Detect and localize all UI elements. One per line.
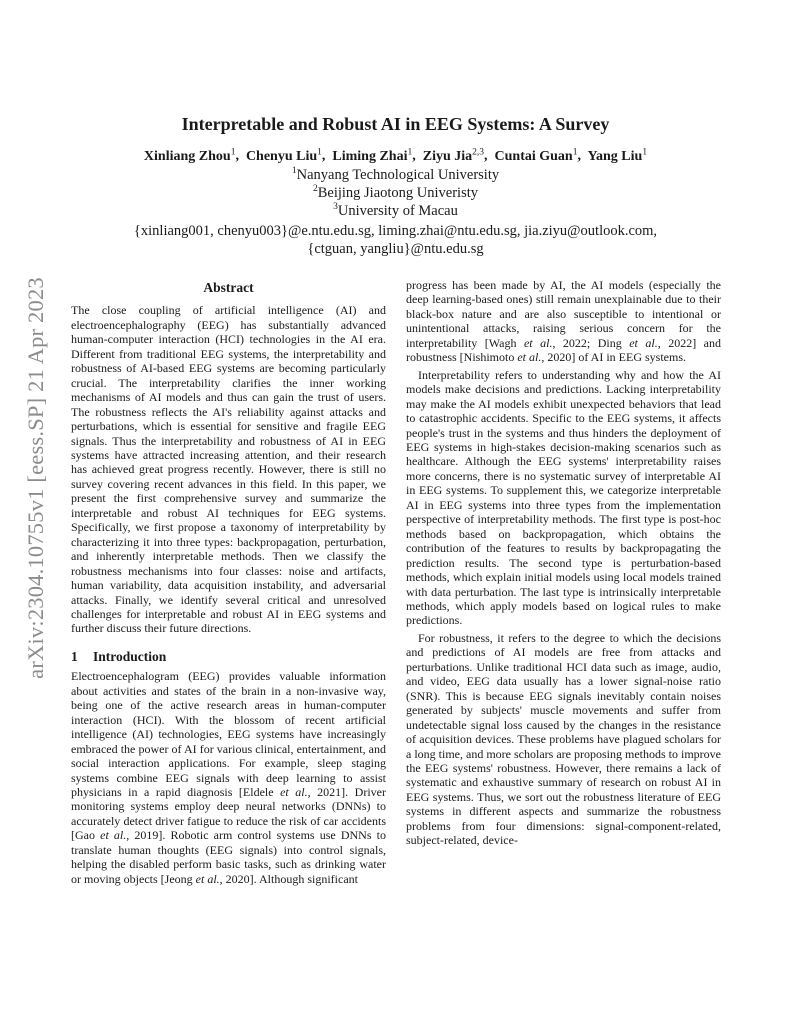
author-4: Ziyu Jia$^{2,3}$ — [422, 147, 485, 164]
affiliation-3: $^3$University of Macau — [333, 202, 458, 219]
section-number: 1 — [71, 648, 78, 664]
author-1: Xinliang Zhou$^1$ — [143, 147, 236, 164]
arxiv-id: arXiv:2304.10755v1 [eess.SP] 21 Apr 2023 — [23, 277, 48, 679]
author-list: Xinliang Zhou$^1$, Chenyu Liu$^1$, Liming Zhai$^1$, Ziyu Jia$^{2,3}$, Cuntai Guan$^1$, Yang Liu$^1$ — [143, 147, 648, 164]
intro-paragraph-1-right: progress has been made by AI, the AI models (especially the deep learning-based ones) still remain unexplainable due to their black-box nature and are also susceptible to intentional or unintentional attacks, raising serious concern for the interpretability [Wagh et al., 2022; Ding et al., 2022] and robustness [Nishimoto et al., 2020] of AI in EEG systems. — [406, 278, 722, 365]
intro-paragraph-1-left: Electroencephalogram (EEG) provides valuable information about activities and states of the brain in a non-invasive way, being one of the active research areas in human-computer interaction (HCI). With the blossom of recent artificial intelligence (AI) technologies, EEG systems have increasingly embraced the power of AI for various clinical, entertainment, and social interaction applications. For example, sleep staging systems combine EEG signals with deep learning to assist physicians in a rapid diagnosis [Eldele et al., 2021]. Driver monitoring systems employ deep neural networks (DNNs) to accurately detect driver fatigue to reduce the risk of car accidents [Gao et al., 2019]. Robotic arm control systems use DNNs to translate human thoughts (EEG signals) into control signals, helping the disabled perform basic tasks, such as drinking water or moving objects [Jeong et al., 2020]. Although significant — [71, 669, 386, 886]
intro-paragraph-3: For robustness, it refers to the degree to which the decisions and predictions of AI models are free from attacks and perturbations. Unlike traditional HCI data such as image, audio, and video, EEG data usually has a lower signal-noise ratio (SNR). This is because EEG signals inevitably contain noises generated by subjects' muscle movements and suffer from undetectable signal loss caused by the changes in the resistance of acquisition devices. These problems have plagued scholars for a long time, and more scholars are proposing methods to improve the EEG systems' robustness. However, there remains a lack of systematic and exhaustive summary of research on robust AI in EEG systems. Thus, we sort out the robustness literature of EEG systems in different aspects and summarize the robustness problems from four dimensions: signal-component-related, subject-related, device- — [406, 630, 721, 848]
paper-title: Interpretable and Robust AI in EEG Systems: A Survey — [181, 114, 610, 134]
author-5: Cuntai Guan$^1$ — [494, 147, 578, 164]
abstract-body: The close coupling of artificial intelligence (AI) and electroencephalography (EEG) has substantially advanced human-computer interaction (HCI) technologies in the AI era. Different from traditional EEG systems, the interpretability and robustness of AI-based EEG systems are becoming particularly crucial. The interpretability clarifies the inner working mechanisms of AI models and thus can gain the trust of users. The robustness reflects the AI's reliability against attacks and perturbations, which is essential for sensitive and fragile EEG signals. Thus the interpretability and robustness of AI in EEG systems have attracted increasing attention, and their research has achieved great progress recently. However, there is still no survey covering recent advances in this field. In this paper, we present the first comprehensive survey and summarize the interpretable and robust AI techniques for EEG systems. Specifically, we first propose a taxonomy of interpretability by characterizing it into three types: backpropagation, perturbation, and inherently interpretable methods. Then we classify the robustness mechanisms into four classes: noise and artifacts, human variability, data acquisition instability, and adversarial attacks. Finally, we identify several critical and unresolved challenges for interpretable and robust AI in EEG systems and further discuss their future directions. — [71, 303, 386, 636]
section-heading-introduction — [71, 650, 386, 664]
affiliation-2: $^2$Beijing Jiaotong Univeristy — [312, 184, 479, 201]
author-3: Liming Zhai$^1$ — [332, 147, 413, 164]
author-2: Chenyu Liu$^1$ — [245, 147, 322, 164]
arxiv-sidebar-stamp — [18, 268, 54, 688]
email-line-2: {ctguan, yangliu}@ntu.edu.sg — [307, 241, 484, 257]
affiliation-1: $^1$Nanyang Technological University — [291, 166, 500, 183]
abstract-heading: Abstract — [203, 280, 254, 295]
email-line-1: {xinliang001, chenyu003}@e.ntu.edu.sg, liming.zhai@ntu.edu.sg, jia.ziyu@outlook.com, — [133, 223, 658, 239]
author-6: Yang Liu$^1$ — [587, 147, 648, 164]
right-column — [406, 278, 721, 848]
intro-paragraph-2: Interpretability refers to understanding why and how the AI models make decisions and predictions. Lacking interpretability may make the AI models exhibit unexpected behaviors that lead to catastrophic accidents. Specific to the EEG systems, it affects people's trust in the systems and thus hinders the deployment of EEG systems in high-stakes decision-making scenarios such as healthcare. Although the EEG systems' interpretability raises more concerns, there is no systematic survey of interpretable AI in EEG systems. To supplement this, we categorize interpretable AI in EEG systems into three types from the implementation perspective of interpretability methods. The first type is post-hoc methods based on backpropagation, which obtains the contribution of the features to results by backpropagating the prediction results. The second type is perturbation-based methods, which explain initial models using local models trained with data perturbation. The last type is intrinsically interpretable methods, which apply models based on logical rules to make predictions. — [406, 367, 721, 628]
left-column — [71, 281, 386, 886]
section-title: Introduction — [93, 648, 167, 664]
